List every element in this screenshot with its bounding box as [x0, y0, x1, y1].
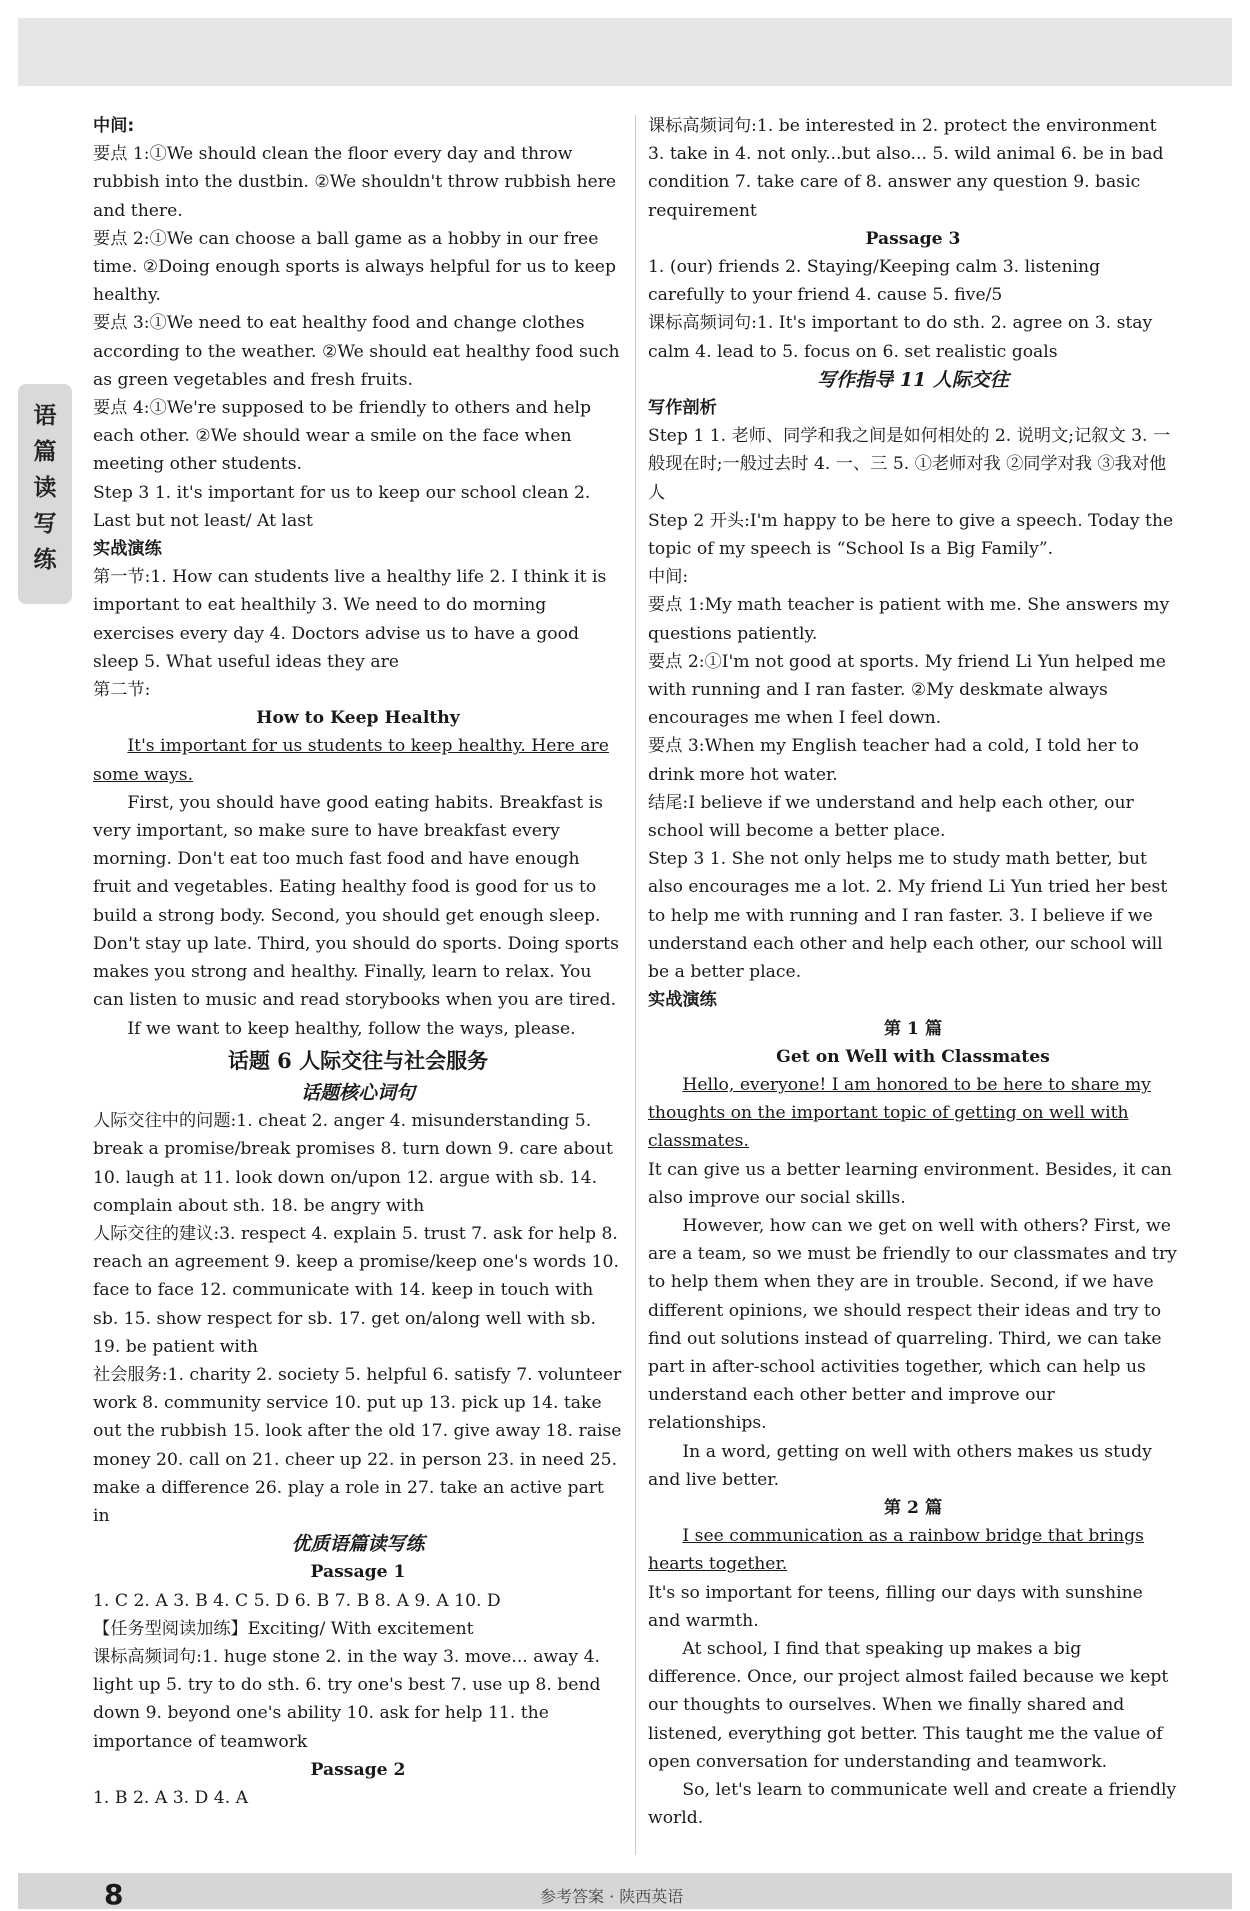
- left-block-4: 要点 4:①We're supposed to be friendly to others and help each other. ②We should wear a smile on the face when meeting other students.: [93, 398, 592, 475]
- right-block-7: Step 2 开头:I'm happy to be here to give a speech. Today the topic of my speech is “School Is a Big Family”.: [648, 510, 1174, 560]
- right-column: [648, 112, 1178, 1832]
- right-block-3: 课标高频词句:1. It's important to do sth. 2. agree on 3. stay calm 4. lead to 5. focus on 6. set realistic goals: [648, 313, 1153, 362]
- left-block-11: First, you should have good eating habits. Breakfast is very important, so make sure to have breakfast every morning. Don't eat too much fast food and have enough fruit and vegetables. Eating healthy food is good for us to build a strong body. Second, you should get enough sleep. Don't stay up late. Third, you should do sports. Doing sports makes you strong and healthy. Finally, learn to relax. You can listen to music and read storybooks when you are tired.: [93, 792, 619, 1011]
- right-block-23: It's so important for teens, filling our days with sunshine and warmth.: [648, 1582, 1143, 1631]
- footer-text: 参考答案 · 陕西英语: [540, 1887, 684, 1906]
- left-block-20: 1. C 2. A 3. B 4. C 5. D 6. B 7. B 8. A 9. A 10. D: [93, 1590, 501, 1611]
- left-block-1: 要点 1:①We should clean the floor every day and throw rubbish into the dustbin. ②We shouldn't throw rubbish here and there.: [93, 144, 617, 221]
- left-block-15: 人际交往中的问题:1. cheat 2. anger 4. misunderstanding 5. break a promise/break promises 8. turn down 9. care about 10. laugh at 11. look down on/upon 12. argue with sb. 14. complain about sth. 18. be angry with: [93, 1111, 613, 1216]
- left-block-0: 中间:: [93, 116, 135, 136]
- right-block-21: 第 2 篇: [883, 1497, 943, 1518]
- header-band: [18, 18, 1232, 86]
- right-block-4: 写作指导 11 人际交往: [817, 368, 1009, 391]
- right-block-1: Passage 3: [865, 228, 961, 249]
- right-block-22: I see communication as a rainbow bridge that brings hearts together.: [648, 1526, 1144, 1575]
- left-block-7: 第一节:1. How can students live a healthy life 2. I think it is important to eat healthily 3. We need to do morning exercises every day 4. Doctors advise us to have a good sleep 5. What useful ideas they are: [93, 567, 607, 672]
- left-block-13: 话题 6 人际交往与社会服务: [227, 1047, 489, 1073]
- right-block-10: 要点 2:①I'm not good at sports. My friend Li Yun helped me with running and I ran faster. ②My deskmate always encourages me when I feel down.: [648, 651, 1166, 729]
- right-block-5: 写作剖析: [648, 398, 717, 419]
- left-block-22: 课标高频词句:1. huge stone 2. in the way 3. move... away 4. light up 5. try to do sth. 6. try one's best 7. use up 8. bend down 9. beyond one's ability 10. ask for help 11. the importance of teamwork: [93, 1646, 601, 1752]
- left-block-24: 1. B 2. A 3. D 4. A: [93, 1787, 249, 1808]
- left-block-5: Step 3 1. it's important for us to keep our school clean 2. Last but not least/ At last: [93, 482, 591, 531]
- left-block-2: 要点 2:①We can choose a ball game as a hobby in our free time. ②Doing enough sports is always helpful for us to keep healthy.: [93, 228, 616, 306]
- left-block-8: 第二节:: [93, 680, 151, 701]
- left-block-16: 人际交往的建议:3. respect 4. explain 5. trust 7. ask for help 8. reach an agreement 9. keep a promise/keep one's words 10. face to face 12. communicate with 14. keep in touch with sb. 15. show respect for sb. 17. get on/along well with sb. 19. be patient with: [93, 1223, 619, 1357]
- left-block-19: Passage 1: [310, 1562, 406, 1583]
- left-column: [93, 112, 623, 1812]
- left-block-10: It's important for us students to keep healthy. Here are some ways.: [93, 736, 609, 785]
- right-block-8: 中间:: [648, 567, 689, 588]
- right-block-18: It can give us a better learning environment. Besides, it can also improve our social skills.: [648, 1159, 1172, 1208]
- left-block-12: If we want to keep healthy, follow the ways, please.: [127, 1018, 576, 1039]
- right-block-19: However, how can we get on well with others? First, we are a team, so we must be friendly to our classmates and try to help them when they are in trouble. Second, if we have different opinions, we should respect their ideas and try to find out solutions instead of quarreling. Third, we can take part in after-school activities together, which can help us understand each other better and improve our relationships.: [648, 1215, 1177, 1434]
- right-block-13: Step 3 1. She not only helps me to study math better, but also encourages me a lot. 2. My friend Li Yun tried her best to help me with running and I ran faster. 3. I believe if we understand each other and help each other, our school will be a better place.: [648, 849, 1168, 983]
- right-block-24: At school, I find that speaking up makes a big difference. Once, our project almost failed because we kept our thoughts to ourselves. When we finally shared and listened, everything got better. This taught me the value of open conversation for understanding and teamwork.: [648, 1638, 1169, 1772]
- right-block-12: 结尾:I believe if we understand and help each other, our school will become a better place.: [648, 792, 1134, 842]
- right-block-20: In a word, getting on well with others makes us study and live better.: [648, 1441, 1152, 1490]
- left-block-17: 社会服务:1. charity 2. society 5. helpful 6. satisfy 7. volunteer work 8. community service 10. put up 13. pick up 14. take out the rubbish 15. look after the old 17. give away 18. raise money 20. call on 21. cheer up 22. in person 23. in need 25. make a difference 26. play a role in 27. take an active part in: [93, 1364, 622, 1526]
- left-block-3: 要点 3:①We need to eat healthy food and change clothes according to the weather. ②We should eat healthy food such as green vegetables and fresh fruits.: [93, 313, 620, 390]
- left-block-6: 实战演练: [93, 539, 162, 560]
- left-block-18: 优质语篇读写练: [291, 1533, 425, 1556]
- left-block-21: 【任务型阅读加练】Exciting/ With excitement: [93, 1618, 474, 1639]
- right-block-2: 1. (our) friends 2. Staying/Keeping calm 3. listening carefully to your friend 4. cause 5. five/5: [648, 257, 1101, 306]
- right-block-0: 课标高频词句:1. be interested in 2. protect the environment 3. take in 4. not only...but also... 5. wild animal 6. be in bad condition 7. take care of 8. answer any question 9. basic requirement: [648, 116, 1164, 221]
- page-number: 8: [104, 1878, 124, 1911]
- right-block-11: 要点 3:When my English teacher had a cold, I told her to drink more hot water.: [648, 736, 1139, 785]
- right-block-14: 实战演练: [648, 990, 717, 1011]
- side-tab-label: 语篇读写练: [33, 403, 57, 573]
- right-block-6: Step 1 1. 老师、同学和我之间是如何相处的 2. 说明文;记叙文 3. 一般现在时;一般过去时 4. 一、三 5. ①老师对我 ②同学对我 ③我对他人: [648, 426, 1171, 503]
- right-block-15: 第 1 篇: [883, 1018, 943, 1039]
- left-block-23: Passage 2: [310, 1759, 406, 1780]
- right-block-9: 要点 1:My math teacher is patient with me. She answers my questions patiently.: [648, 595, 1170, 644]
- left-block-14: 话题核心词句: [300, 1081, 415, 1104]
- column-divider: [635, 115, 636, 1855]
- left-block-9: How to Keep Healthy: [256, 708, 460, 729]
- right-block-17: Hello, everyone! I am honored to be here to share my thoughts on the important topic of getting on well with classmates.: [648, 1074, 1151, 1152]
- right-block-16: Get on Well with Classmates: [776, 1046, 1050, 1067]
- right-block-25: So, let's learn to communicate well and create a friendly world.: [648, 1779, 1177, 1829]
